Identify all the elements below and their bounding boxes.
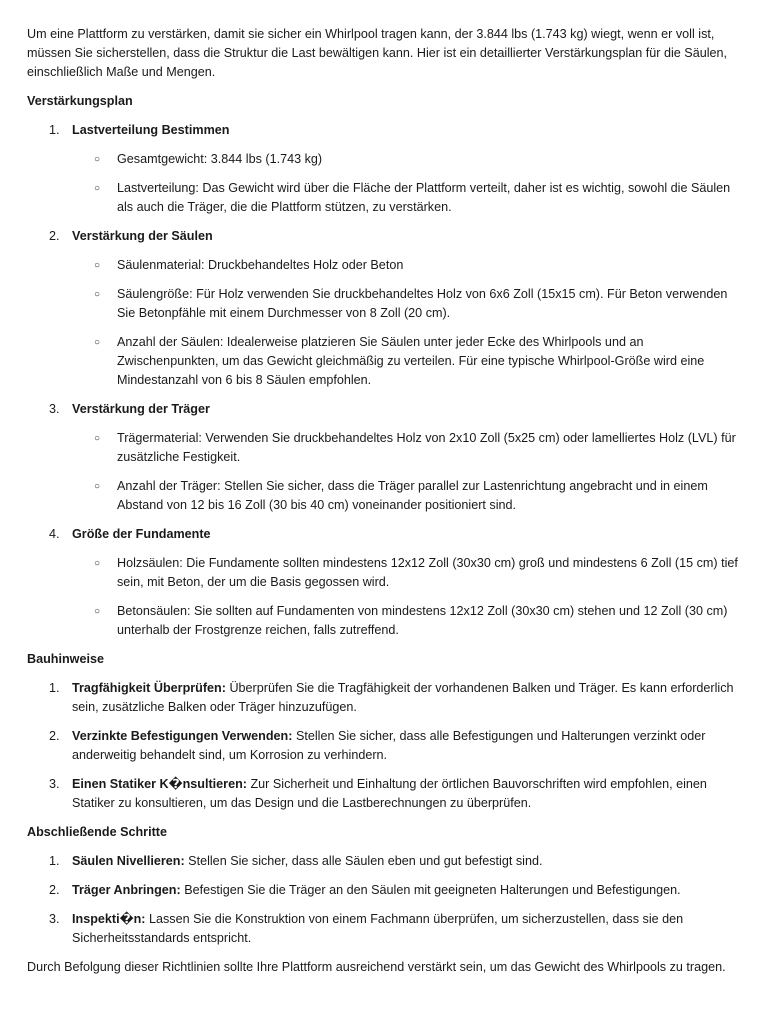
final-item-number: 1. [49,854,60,868]
plan-subitem [72,602,744,640]
hint-item [27,727,744,765]
closing-paragraph: Durch Befolgung dieser Richtlinien sollte Ihre Plattform ausreichend verstärkt sein, um das Gewicht des Whirlpools zu tragen. [27,960,726,974]
final-item-number: 3. [49,912,60,926]
bullet-icon: ○ [94,154,101,165]
plan-item-3 [27,400,744,515]
plan-list [27,121,744,640]
plan-item-title: Lastverteilung Bestimmen [72,123,230,137]
plan-item-4 [27,525,744,640]
plan-subitem [72,285,744,323]
plan-heading: Verstärkungsplan [27,94,133,108]
plan-item-title: Verstärkung der Träger [72,402,210,416]
bullet-icon: ○ [94,289,101,300]
hint-item-text: Zur Sicherheit und Einhaltung der örtlichen Bauvorschriften wird empfohlen, einen Statiker zu konsultieren, um das Design und die Lastberechnungen zu überprüfen. [72,777,707,810]
hint-item-text: Überprüfen Sie die Tragfähigkeit der vorhandenen Balken und Träger. Es kann erforderlich sein, zusätzliche Balken oder Träger hinzuzufügen. [72,681,734,714]
final-item [27,852,744,871]
bullet-icon: ○ [94,337,101,348]
plan-item-number: 1. [49,123,60,137]
plan-subitem-text: Säulenmaterial: Druckbehandeltes Holz oder Beton [117,258,404,272]
final-item-text: Stellen Sie sicher, dass alle Säulen eben und gut befestigt sind. [184,854,543,868]
final-item-number: 2. [49,883,60,897]
bullet-icon: ○ [94,606,101,617]
bullet-icon: ○ [94,558,101,569]
bullet-icon: ○ [94,183,101,194]
final-item-text: Befestigen Sie die Träger an den Säulen mit geeigneten Halterungen und Befestigungen. [180,883,681,897]
hint-item-number: 1. [49,681,60,695]
final-heading: Abschließende Schritte [27,825,167,839]
plan-subitem-text: Gesamtgewicht: 3.844 lbs (1.743 kg) [117,152,323,166]
plan-item-number: 2. [49,229,60,243]
plan-item-number: 4. [49,527,60,541]
final-list [27,852,744,948]
final-item-title: Säulen Nivellieren: [72,854,185,868]
plan-item-title: Verstärkung der Säulen [72,229,213,243]
plan-item-1 [27,121,744,217]
hint-item-title: Verzinkte Befestigungen Verwenden: [72,729,293,743]
bullet-icon: ○ [94,260,101,271]
final-item-text: Lassen Sie die Konstruktion von einem Fachmann überprüfen, um sicherzustellen, dass sie den Sicherheitsstandards entspricht. [72,912,684,945]
final-item-title: Träger Anbringen: [72,883,181,897]
plan-subitem [72,150,744,169]
plan-sublist [72,150,744,217]
bullet-icon: ○ [94,481,101,492]
plan-subitem [72,429,744,467]
plan-subitem-text: Lastverteilung: Das Gewicht wird über die Fläche der Plattform verteilt, daher ist es wichtig, sowohl die Säulen als auch die Träger, die die Plattform stützen, zu verstärken. [117,181,731,214]
hint-item-number: 3. [49,777,60,791]
intro-paragraph: Um eine Plattform zu verstärken, damit sie sicher ein Whirlpool tragen kann, der 3.844 lbs (1.743 kg) wiegt, wenn er voll ist, müssen Sie sicherstellen, dass die Struktur die Last bewältigen kann. Hier ist ein detaillierter Verstärkungsplan für die Säulen, einschließlich Maße und Mengen. [27,27,728,79]
plan-item-2 [27,227,744,390]
plan-sublist [72,429,744,515]
plan-item-number: 3. [49,402,60,416]
plan-subitem [72,333,744,390]
plan-subitem-text: Anzahl der Säulen: Idealerweise platzieren Sie Säulen unter jeder Ecke des Whirlpools und an Zwischenpunkten, um das Gewicht gleichmäßig zu verteilen. Für eine typische Whirlpool-Größe wird eine Mindestanzahl von 6 bis 8 Säulen empfohlen. [117,335,705,387]
hint-item-number: 2. [49,729,60,743]
hints-list [27,679,744,813]
plan-subitem-text: Anzahl der Träger: Stellen Sie sicher, dass die Träger parallel zur Lastenrichtung angebracht und in einem Abstand von 12 bis 16 Zoll (30 bis 40 cm) voneinander positioniert sind. [117,479,708,512]
plan-subitem [72,477,744,515]
plan-sublist [72,256,744,390]
hint-item [27,679,744,717]
hint-item-title: Tragfähigkeit Überprüfen: [72,681,226,695]
final-item [27,881,744,900]
plan-item-title: Größe der Fundamente [72,527,211,541]
plan-subitem-text: Trägermaterial: Verwenden Sie druckbehandeltes Holz von 2x10 Zoll (5x25 cm) oder lamelliertes Holz (LVL) für zusätzliche Festigkeit. [117,431,736,464]
plan-subitem [72,256,744,275]
plan-subitem-text: Holzsäulen: Die Fundamente sollten mindestens 12x12 Zoll (30x30 cm) groß und mindestens 6 Zoll (15 cm) tief sein, mit Beton, der um die Basis gegossen wird. [117,556,738,589]
hint-item-text: Stellen Sie sicher, dass alle Befestigungen und Halterungen verzinkt oder anderweitig behandelt sind, um Korrosion zu verhindern. [72,729,706,762]
plan-subitem [72,179,744,217]
hint-item-title: Einen Statiker K�nsultieren: [72,777,247,791]
plan-subitem-text: Säulengröße: Für Holz verwenden Sie druckbehandeltes Holz von 6x6 Zoll (15x15 cm). Für Beton verwenden Sie Betonpfähle mit einem Durchmesser von 8 Zoll (20 cm). [117,287,728,320]
plan-subitem [72,554,744,592]
final-item [27,910,744,948]
final-item-title: Inspekti�n: [72,912,146,926]
plan-sublist [72,554,744,640]
hint-item [27,775,744,813]
plan-subitem-text: Betonsäulen: Sie sollten auf Fundamenten von mindestens 12x12 Zoll (30x30 cm) stehen und 12 Zoll (30 cm) unterhalb der Frostgrenze reichen, falls zutreffend. [117,604,728,637]
bullet-icon: ○ [94,433,101,444]
hints-heading: Bauhinweise [27,652,104,666]
